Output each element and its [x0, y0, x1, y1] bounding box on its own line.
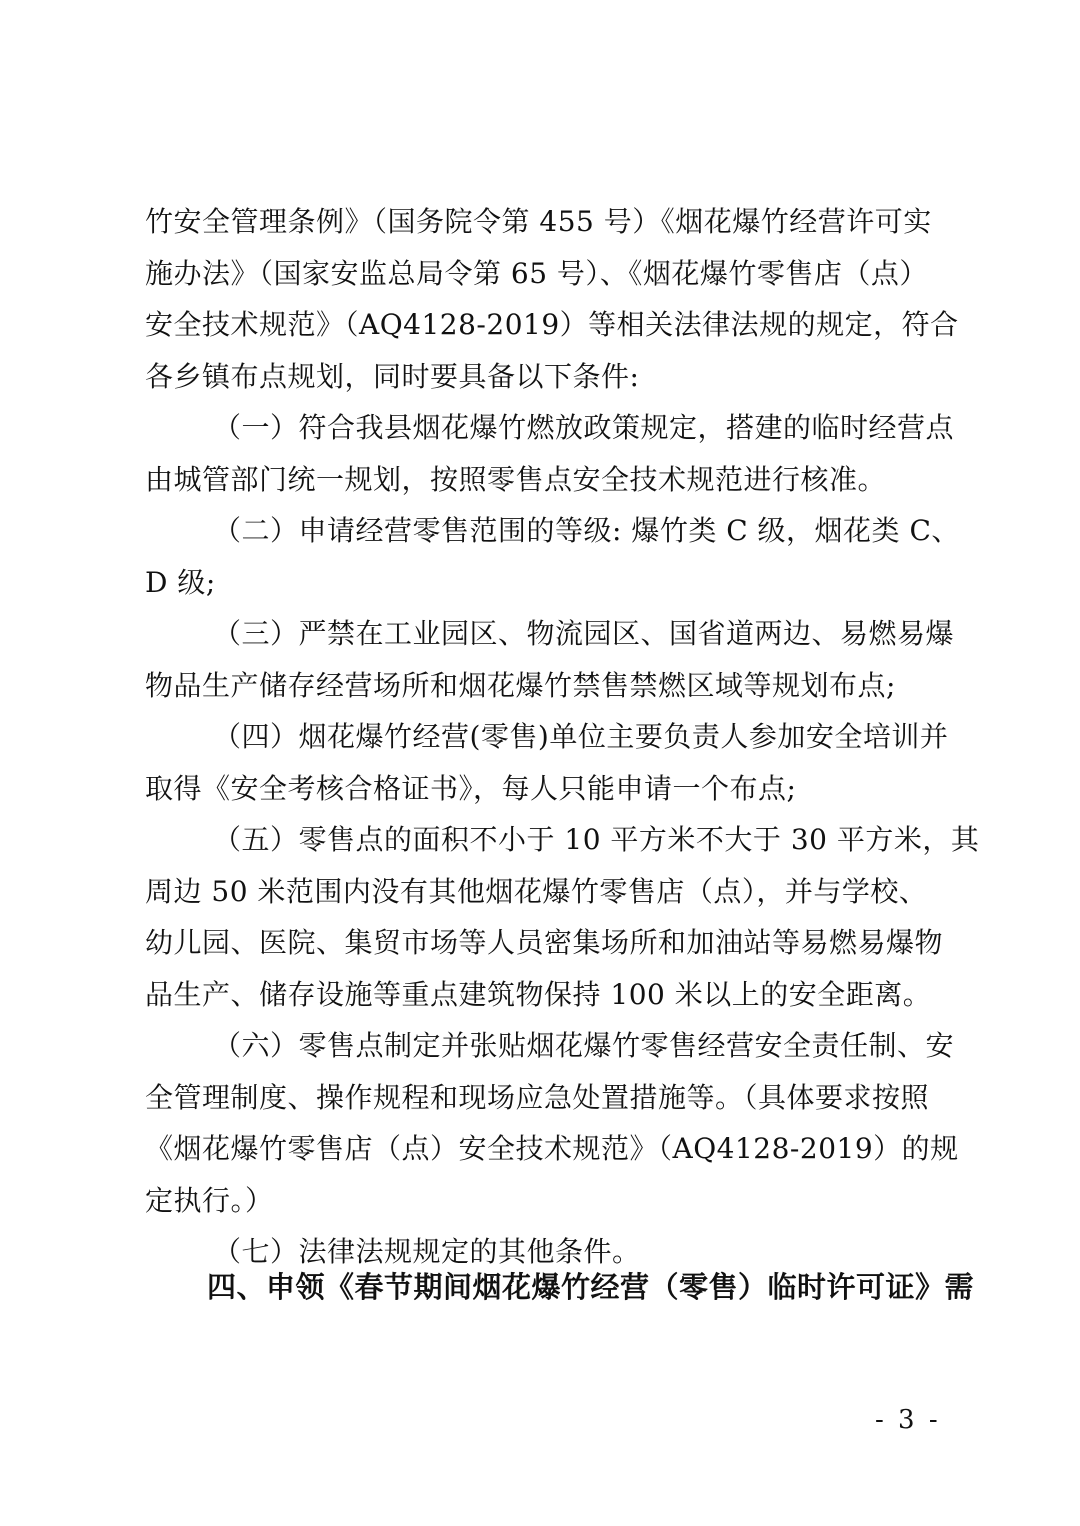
clause-4-line: （四）烟花爆竹经营(零售)单位主要负责人参加安全培训并	[213, 720, 949, 753]
text-line: 周边 50 米范围内没有其他烟花爆竹零售店（点），并与学校、	[145, 874, 928, 908]
clause-3-line: （三）严禁在工业园区、物流园区、国省道两边、易燃易爆	[213, 617, 955, 650]
text-line: 施办法》（国家安监总局令第 65 号）、《烟花爆竹零售店（点）	[145, 256, 928, 290]
text-line: 由城管部门统一规划，按照零售点安全技术规范进行核准。	[145, 462, 887, 496]
clause-1-line: （一）符合我县烟花爆竹燃放政策规定，搭建的临时经营点	[213, 411, 955, 444]
text-line: 品生产、储存设施等重点建筑物保持 100 米以上的安全距离。	[145, 977, 932, 1011]
document-body	[145, 196, 980, 1278]
clause-7-line: （七）法律法规规定的其他条件。	[213, 1235, 641, 1268]
clause-5-line: （五）零售点的面积不小于 10 平方米不大于 30 平方米，其	[213, 823, 980, 856]
text-line: 各乡镇布点规划，同时要具备以下条件:	[145, 359, 640, 393]
text-line: 幼儿园、医院、集贸市场等人员密集场所和加油站等易燃易爆物	[145, 926, 944, 959]
text-line: D 级;	[145, 565, 216, 599]
page-number: - 3 -	[875, 1405, 941, 1435]
text-line: 定执行。）	[145, 1183, 274, 1217]
section-heading: 四、申领《春节期间烟花爆竹经营（零售）临时许可证》需	[207, 1270, 975, 1304]
clause-2-line: （二）申请经营零售范围的等级: 爆竹类 C 级，烟花类 C、	[213, 514, 960, 547]
text-line: 物品生产储存经营场所和烟花爆竹禁售禁燃区域等规划布点;	[145, 668, 896, 702]
text-line: 安全技术规范》（AQ4128-2019）等相关法律法规的规定，符合	[145, 308, 959, 341]
text-line: 取得《安全考核合格证书》，每人只能申请一个布点;	[145, 771, 797, 805]
text-line: 竹安全管理条例》（国务院令第 455 号）《烟花爆竹经营许可实	[145, 205, 932, 238]
clause-6-line: （六）零售点制定并张贴烟花爆竹零售经营安全责任制、安	[213, 1029, 955, 1062]
text-line: 《烟花爆竹零售店（点）安全技术规范》（AQ4128-2019）的规	[145, 1132, 959, 1165]
text-line: 全管理制度、操作规程和现场应急处置措施等。（具体要求按照	[145, 1080, 930, 1114]
